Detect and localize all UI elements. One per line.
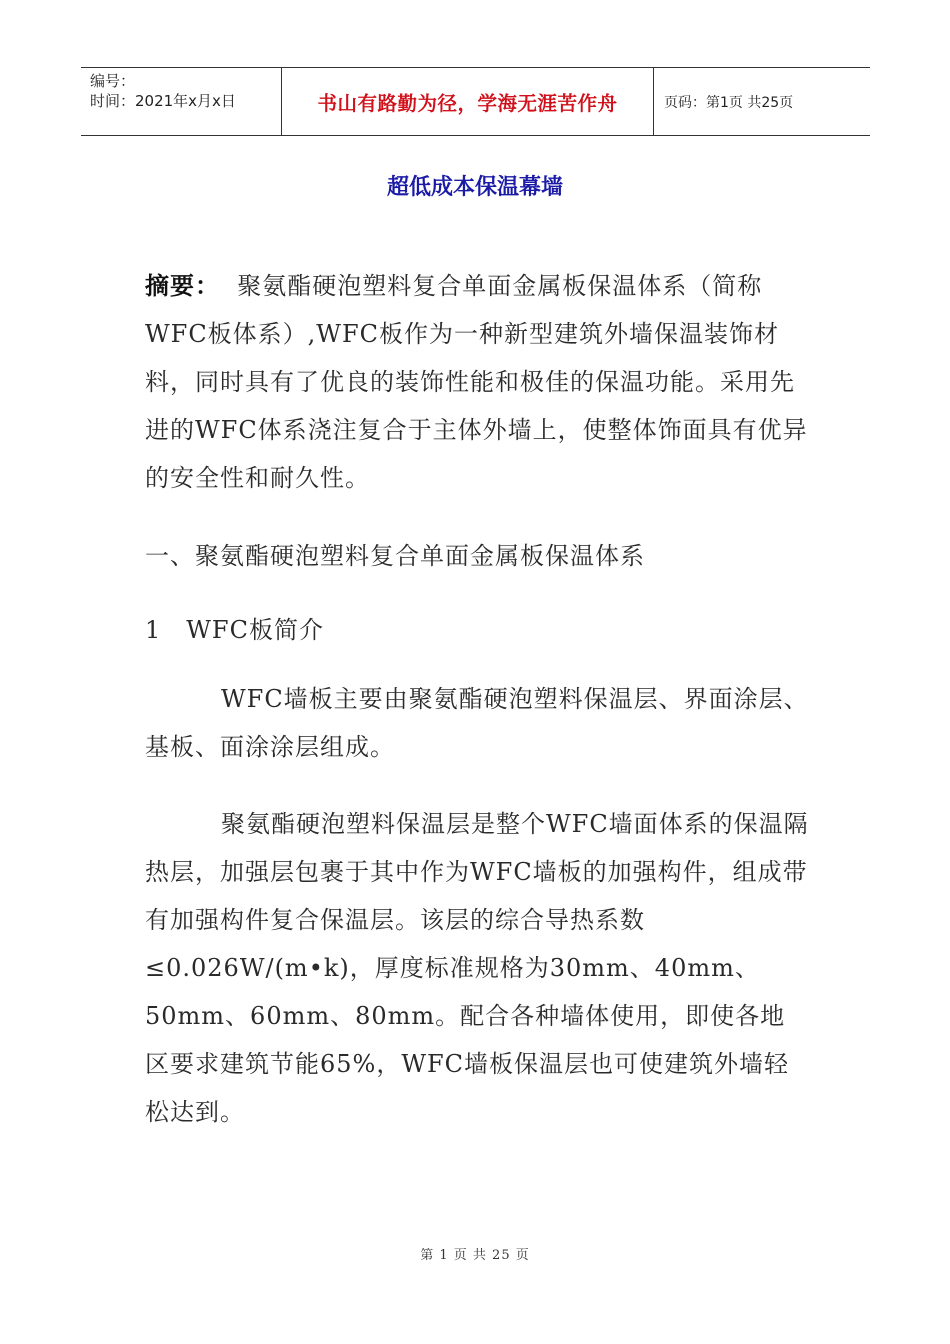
document-date: 时间：2021年x月x日 xyxy=(90,92,236,110)
subsection-heading: 1 WFC板简介 xyxy=(145,616,324,644)
section-heading: 一、聚氨酯硬泡塑料复合单面金属板保温体系 xyxy=(145,542,645,570)
abstract-paragraph xyxy=(145,262,810,502)
section-heading-block xyxy=(145,532,810,580)
header-page-info: 页码：第1页 共25页 xyxy=(664,94,794,111)
document-header xyxy=(81,67,870,136)
body-paragraph: WFC墙板主要由聚氨酯硬泡塑料保温层、界面涂层、基板、面涂涂层组成。 xyxy=(145,685,809,761)
subsection-heading-block xyxy=(145,606,810,654)
abstract-section xyxy=(145,262,810,502)
body-paragraph-block-2 xyxy=(145,800,810,1136)
body-paragraph: 聚氨酯硬泡塑料保温层是整个WFC墙面体系的保温隔热层，加强层包裹于其中作为WFC墙板的加强构件，组成带有加强构件复合保温层。该层的综合导热系数≤0.026W/(m•k)，厚度标准规格为30mm、40mm、50mm、60mm、80mm。配合各种墙体使用，即使各地区要求建筑节能65%，WFC墙板保温层也可使建筑外墙轻松达到。 xyxy=(145,810,809,1126)
abstract-text: 聚氨酯硬泡塑料复合单面金属板保温体系（简称WFC板体系）,WFC板作为一种新型建筑外墙保温装饰材料，同时具有了优良的装饰性能和极佳的保温功能。采用先进的WFC体系浇注复合于主体外墙上，使整体饰面具有优异的安全性和耐久性。 xyxy=(145,272,808,492)
body-paragraph-block-1 xyxy=(145,675,810,771)
header-motto: 书山有路勤为径，学海无涯苦作舟 xyxy=(317,91,618,115)
document-title: 超低成本保温幕墙 xyxy=(386,175,563,200)
abstract-label: 摘要： xyxy=(145,272,220,300)
header-page-cell xyxy=(654,68,870,135)
header-motto-cell xyxy=(281,68,654,135)
document-code-label: 编号： xyxy=(90,72,136,90)
header-meta-cell xyxy=(81,68,281,135)
page-footer: 第 1 页 共 25 页 xyxy=(420,1248,530,1263)
